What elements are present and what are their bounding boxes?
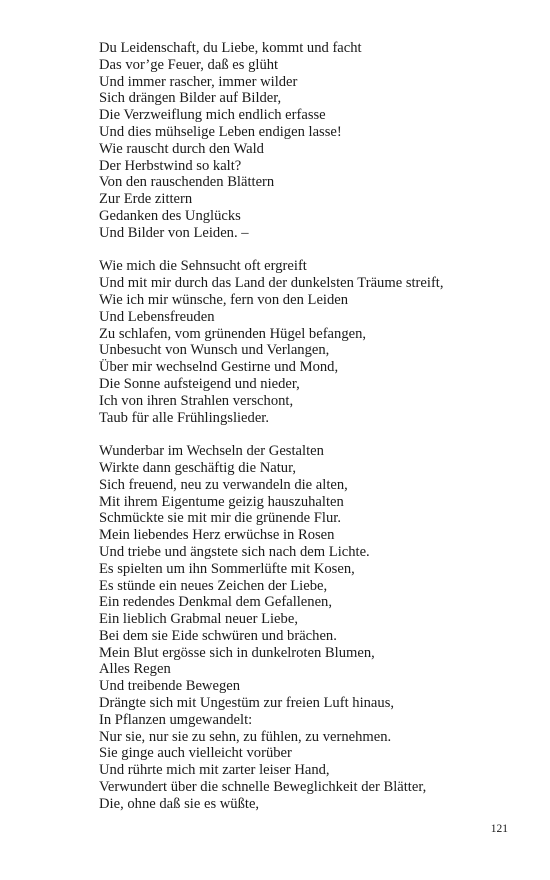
- poem-line: Zu schlafen, vom grünenden Hügel befangen,: [99, 325, 367, 342]
- poem-line: Wirkte dann geschäftig die Natur,: [99, 459, 296, 476]
- poem-line: Sich freuend, neu zu verwandeln die alten,: [99, 476, 348, 493]
- poem-line: Die Sonne aufsteigend und nieder,: [99, 375, 300, 392]
- poem-line: Und treibende Bewegen: [99, 678, 241, 695]
- poem-line: In Pflanzen umgewandelt:: [99, 711, 253, 728]
- poem-line: Von den rauschenden Blättern: [99, 174, 275, 191]
- poem-line: Es spielten um ihn Sommerlüfte mit Kosen,: [99, 560, 355, 577]
- poem-line: Der Herbstwind so kalt?: [99, 157, 242, 174]
- poem-line: Und Lebensfreuden: [99, 308, 215, 325]
- poem-line: Ich von ihren Strahlen verschont,: [99, 392, 294, 409]
- poem-line: Wie rauscht durch den Wald: [99, 140, 264, 157]
- poem-line: Mein Blut ergösse sich in dunkelroten Blumen,: [99, 644, 375, 661]
- poem-line: Sie ginge auch vielleicht vorüber: [99, 745, 292, 762]
- poem-line: Wie mich die Sehnsucht oft ergreift: [99, 258, 307, 275]
- poem-line: Über mir wechselnd Gestirne und Mond,: [99, 359, 339, 376]
- stanza: [99, 258, 519, 426]
- poem-text: [99, 40, 519, 813]
- poem-line: Es stünde ein neues Zeichen der Liebe,: [99, 577, 328, 594]
- poem-line: Nur sie, nur sie zu sehn, zu fühlen, zu vernehmen.: [99, 728, 392, 745]
- poem-line: Mit ihrem Eigentume geizig hauszuhalten: [99, 493, 344, 510]
- poem-line: Bei dem sie Eide schwüren und brächen.: [99, 627, 337, 644]
- poem-line: Und immer rascher, immer wilder: [99, 73, 298, 90]
- page-number: 121: [490, 823, 508, 835]
- poem-line: Und rührte mich mit zarter leiser Hand,: [99, 762, 330, 779]
- stanza: [99, 443, 519, 813]
- poem-line: Gedanken des Unglücks: [99, 207, 241, 224]
- poem-line: Und triebe und ängstete sich nach dem Lichte.: [99, 543, 370, 560]
- poem-line: Und dies mühselige Leben endigen lasse!: [99, 123, 342, 140]
- poem-line: Wunderbar im Wechseln der Gestalten: [99, 443, 324, 460]
- poem-line: Die, ohne daß sie es wüßte,: [99, 795, 260, 812]
- poem-line: Alles Regen: [99, 661, 171, 678]
- poem-line: Mein liebendes Herz erwüchse in Rosen: [99, 527, 335, 544]
- poem-line: Wie ich mir wünsche, fern von den Leiden: [99, 291, 349, 308]
- poem-line: Und mit mir durch das Land der dunkelsten Träume streift,: [99, 275, 444, 292]
- poem-line: Drängte sich mit Ungestüm zur freien Luft hinaus,: [99, 695, 395, 712]
- poem-line: Zur Erde zittern: [99, 191, 193, 208]
- poem-line: Taub für alle Frühlingslieder.: [99, 409, 270, 426]
- poem-line: Und Bilder von Leiden. –: [99, 224, 249, 241]
- stanza: [99, 40, 519, 242]
- poem-line: Die Verzweiflung mich endlich erfasse: [99, 107, 326, 124]
- poem-line: Schmückte sie mit mir die grünende Flur.: [99, 510, 341, 527]
- poem-line: Unbesucht von Wunsch und Verlangen,: [99, 342, 330, 359]
- poem-line: Verwundert über die schnelle Beweglichkeit der Blätter,: [99, 779, 427, 796]
- poem-line: Das vor’ge Feuer, daß es glüht: [99, 56, 279, 73]
- poem-line: Ein lieblich Grabmal neuer Liebe,: [99, 611, 298, 628]
- poem-line: Du Leidenschaft, du Liebe, kommt und facht: [99, 40, 362, 56]
- poem-line: Sich drängen Bilder auf Bilder,: [99, 90, 282, 107]
- poem-line: Ein redendes Denkmal dem Gefallenen,: [99, 594, 333, 611]
